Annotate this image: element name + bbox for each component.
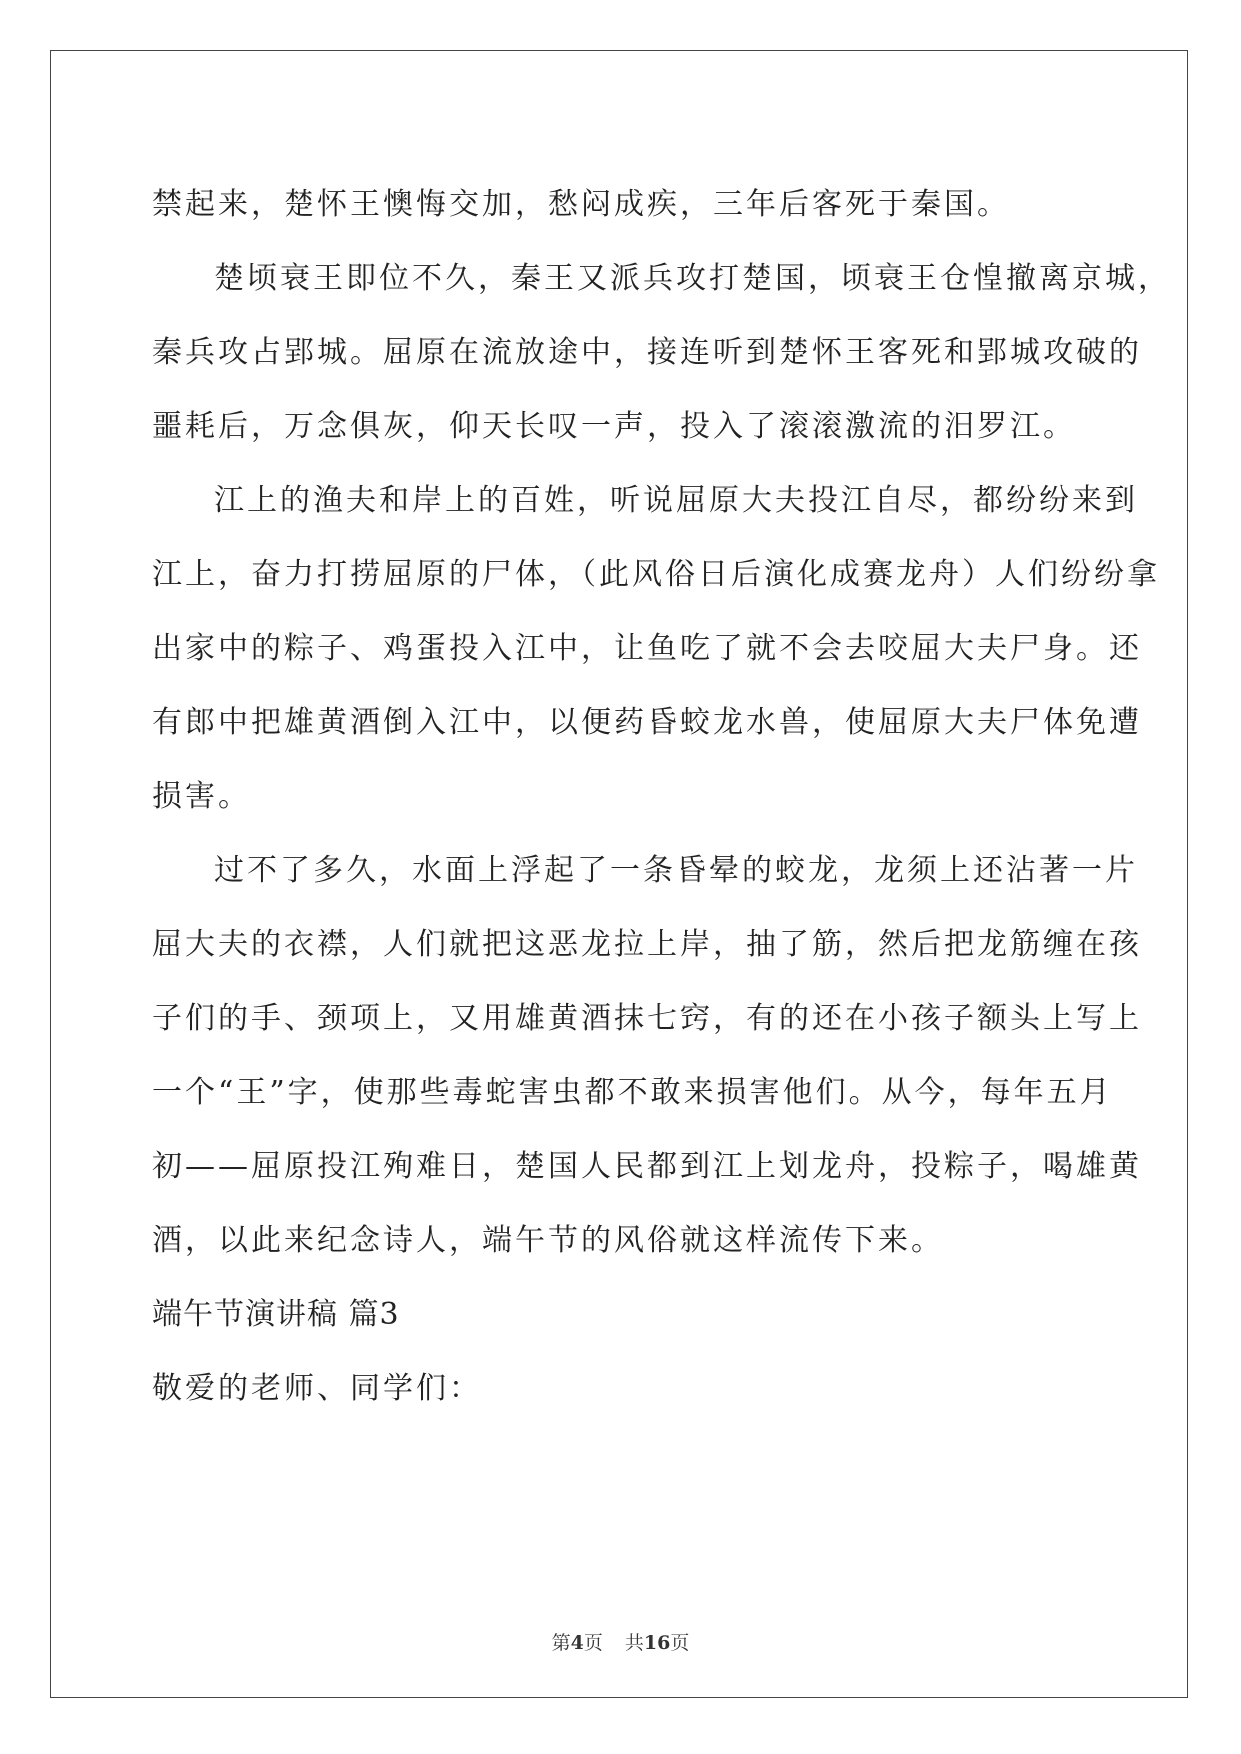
text-line-7: 出家中的粽子、鸡蛋投入江中，让鱼吃了就不会去咬屈大夫尸身。还 xyxy=(152,631,1142,666)
section-heading: 端午节演讲稿 篇3 xyxy=(152,1297,400,1332)
document-body xyxy=(152,168,1171,1426)
text-line-9: 损害。 xyxy=(152,779,251,814)
total-pages: 16 xyxy=(643,1632,671,1654)
text-line-11: 屈大夫的衣襟，人们就把这恶龙拉上岸，抽了筋，然后把龙筋缠在孩 xyxy=(152,927,1142,962)
text-line-4: 噩耗后，万念俱灰，仰天长叹一声，投入了滚滚激流的汨罗江。 xyxy=(152,409,1076,444)
text-line-6: 江上，奋力打捞屈原的尸体，（此风俗日后演化成赛龙舟）人们纷纷拿 xyxy=(152,557,1160,592)
total-suffix: 页 xyxy=(670,1632,690,1654)
text-line-10: 过不了多久，水面上浮起了一条昏晕的蛟龙，龙须上还沾著一片 xyxy=(214,853,1138,888)
page-number: 4 xyxy=(570,1632,584,1654)
text-line-2: 楚顷衰王即位不久，秦王又派兵攻打楚国，顷衰王仓惶撤离京城， xyxy=(214,261,1171,296)
text-line-8: 有郎中把雄黄酒倒入江中，以便药昏蛟龙水兽，使屈原大夫尸体免遭 xyxy=(152,705,1142,740)
text-line-15: 酒，以此来纪念诗人，端午节的风俗就这样流传下来。 xyxy=(152,1223,944,1258)
text-line-13: 一个“王”字，使那些毒蛇害虫都不敢来损害他们。从今，每年五月 xyxy=(152,1075,1113,1110)
text-line-14: 初——屈原投江殉难日，楚国人民都到江上划龙舟，投粽子，喝雄黄 xyxy=(152,1149,1142,1184)
text-line-1: 禁起来，楚怀王懊悔交加，愁闷成疾，三年后客死于秦国。 xyxy=(152,187,1010,222)
greeting: 敬爱的老师、同学们： xyxy=(152,1371,482,1406)
page-suffix: 页 xyxy=(583,1632,603,1654)
total-prefix: 共 xyxy=(624,1632,644,1654)
page-footer xyxy=(0,1628,1241,1655)
text-line-5: 江上的渔夫和岸上的百姓，听说屈原大夫投江自尽，都纷纷来到 xyxy=(214,483,1138,518)
page-prefix: 第 xyxy=(551,1632,571,1654)
text-line-12: 子们的手、颈项上，又用雄黄酒抹七窍，有的还在小孩子额头上写上 xyxy=(152,1001,1142,1036)
text-line-3: 秦兵攻占郢城。屈原在流放途中，接连听到楚怀王客死和郢城攻破的 xyxy=(152,335,1142,370)
